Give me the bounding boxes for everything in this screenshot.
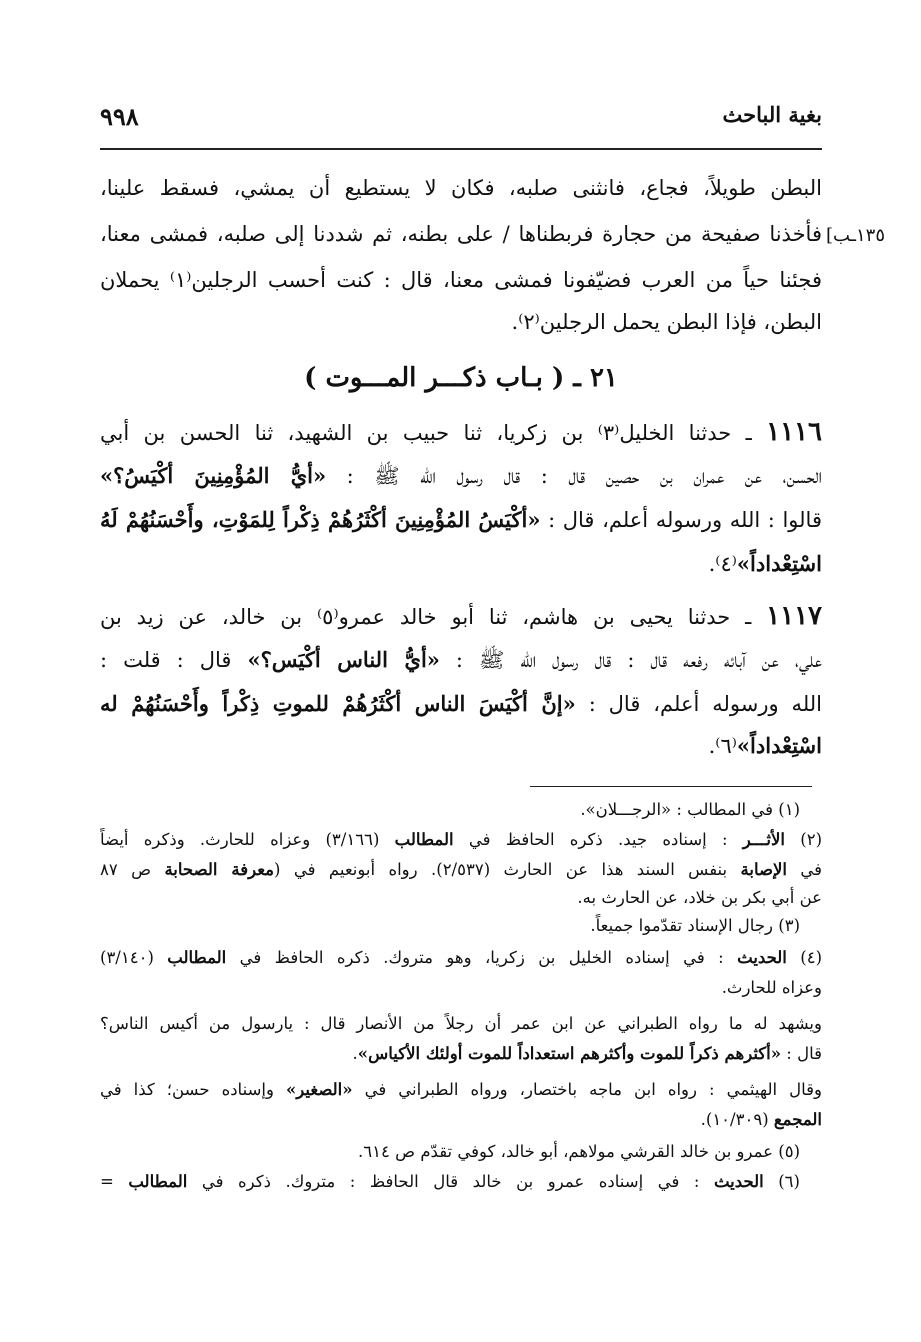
prophetic-quote: اسْتِعْداداً» [736, 733, 822, 758]
hadith-1117-line-3: الله ورسوله أعلم، قال : «إنَّ أكْيَسَ الناس أكْثَرُهُمْ للموتِ ذِكْراً وأَحْسَنُهُمْ له [100, 691, 822, 716]
body-line: فأخذنا صفيحة من حجارة فربطناها / على بطنه، ثم شددنا إلى صلبه، فمشى معنا، [100, 222, 822, 246]
footnote-2-line-1: (٢) الأثـــر : إسناده جيد. ذكره الحافظ في المطالب (٣/١٦٦) وعزاه للحارث. وذكره أيضاً [100, 830, 822, 849]
page-number: ٩٩٨ [100, 102, 139, 131]
hadith-1117-line-2: علي، عن آبائه رفعه قال : قال رسول الله ﷺ : «أيُّ الناس أكْيَس؟» قال : قلت : [100, 647, 822, 672]
footnote-2-line-3: عن أبي بكر بن خلاد، عن الحارث به. [577, 888, 822, 907]
footnote-1: (١) في المطالب : «الرجـــلان». [580, 800, 800, 819]
header-rule [100, 148, 822, 150]
body-line: البطن، فإذا البطن يحمل الرجلين⁽٢⁾. [511, 310, 822, 334]
page-header [100, 100, 822, 140]
hadith-1116-line-2: الحسن، عن عمران بن حصين قال : قال رسول الله ﷺ : «أيُّ المُؤْمِنِينَ أكْيَسُ؟» [100, 463, 822, 488]
hadith-1116-line-3: قالوا : الله ورسوله أعلم، قال : «أكْيَسُ المُؤْمِنِينَ أكْثَرُهُمْ ذِكْراً لِلمَوْتِ، وأَحْسَنُهُمْ لَهُ [100, 507, 822, 532]
margin-note: [١٣٥ـب [826, 225, 885, 246]
footnote-5: (٥) عمرو بن خالد القرشي مولاهم، أبو خالد، كوفي تقدّم ص ٦١٤. [358, 1142, 800, 1161]
footnote-4-line-6: المجمع (١٠/٣٠٩). [700, 1110, 822, 1129]
footnote-rule [530, 786, 812, 787]
prophetic-quote: «أكْيَسُ المُؤْمِنِينَ أكْثَرُهُمْ ذِكْراً لِلمَوْتِ، وأَحْسَنُهُمْ لَهُ [100, 507, 541, 532]
prophetic-quote: «أيُّ المُؤْمِنِينَ أكْيَسُ؟» [100, 463, 327, 488]
book-title: بغية الباحث [722, 102, 822, 127]
prophetic-quote: اسْتِعْداداً» [736, 551, 822, 576]
footnote-4-line-4: قال : «أكثرهم ذكراً للموت وأكثرهم استعداداً للموت أولئك الأكياس». [352, 1044, 822, 1063]
hadith-number: ١١١٦ [766, 417, 822, 447]
prophetic-quote: «إنَّ أكْيَسَ الناس أكْثَرُهُمْ للموتِ ذِكْراً وأَحْسَنُهُمْ له [100, 691, 576, 716]
footnote-6: (٦) الحديث : في إسناده عمرو بن خالد قال الحافظ : متروك. ذكره في المطالب = [100, 1172, 800, 1191]
hadith-1116-line-1: ١١١٦ ـ حدثنا الخليل⁽٣⁾ بن زكريا، ثنا حبيب بن الشهيد، ثنا الحسن بن أبي [100, 417, 822, 447]
footnote-4-line-5: وقال الهيثمي : رواه ابن ماجه باختصار، ورواه الطبراني في «الصغير» وإسناده حسن؛ كذا في [100, 1080, 822, 1099]
footnote-2-line-2: في الإصابة بنفس السند هذا عن الحارث (٢/٥٣٧). رواه أبونعيم في (معرفة الصحابة ص ٨٧ [100, 860, 822, 879]
section-heading: ٢١ ـ ( بـاب ذكـــر المـــوت ) [304, 363, 618, 393]
body-line: فجئنا حياً من العرب فضيّفونا فمشى معنا، قال : كنت أحسب الرجلين⁽١⁾ يحملان [100, 268, 822, 292]
footnote-4-line-1: (٤) الحديث : في إسناده الخليل بن زكريا، وهو متروك. ذكره الحافظ في المطالب (٣/١٤٠) [100, 948, 822, 967]
hadith-1117-line-4: اسْتِعْداداً»⁽٦⁾. [708, 733, 822, 758]
hadith-number: ١١١٧ [766, 601, 822, 631]
body-line: البطن طويلاً، فجاع، فانثنى صلبه، فكان لا يستطيع أن يمشي، فسقط علينا، [100, 176, 822, 200]
footnote-4-line-2: وعزاه للحارث. [721, 978, 822, 997]
prophetic-quote: «أيُّ الناس أكْيَس؟» [247, 647, 440, 672]
footnote-4-line-3: ويشهد له ما رواه الطبراني عن ابن عمر أن رجلاً من الأنصار قال : يارسول من أكيس الناس؟ [100, 1014, 822, 1033]
hadith-1116-line-4: اسْتِعْداداً»⁽٤⁾. [708, 551, 822, 576]
hadith-1117-line-1: ١١١٧ ـ حدثنا يحيى بن هاشم، ثنا أبو خالد عمرو⁽٥⁾ بن خالد، عن زيد بن [100, 601, 822, 631]
footnote-3: (٣) رجال الإسناد تقدّموا جميعاً. [590, 916, 800, 935]
